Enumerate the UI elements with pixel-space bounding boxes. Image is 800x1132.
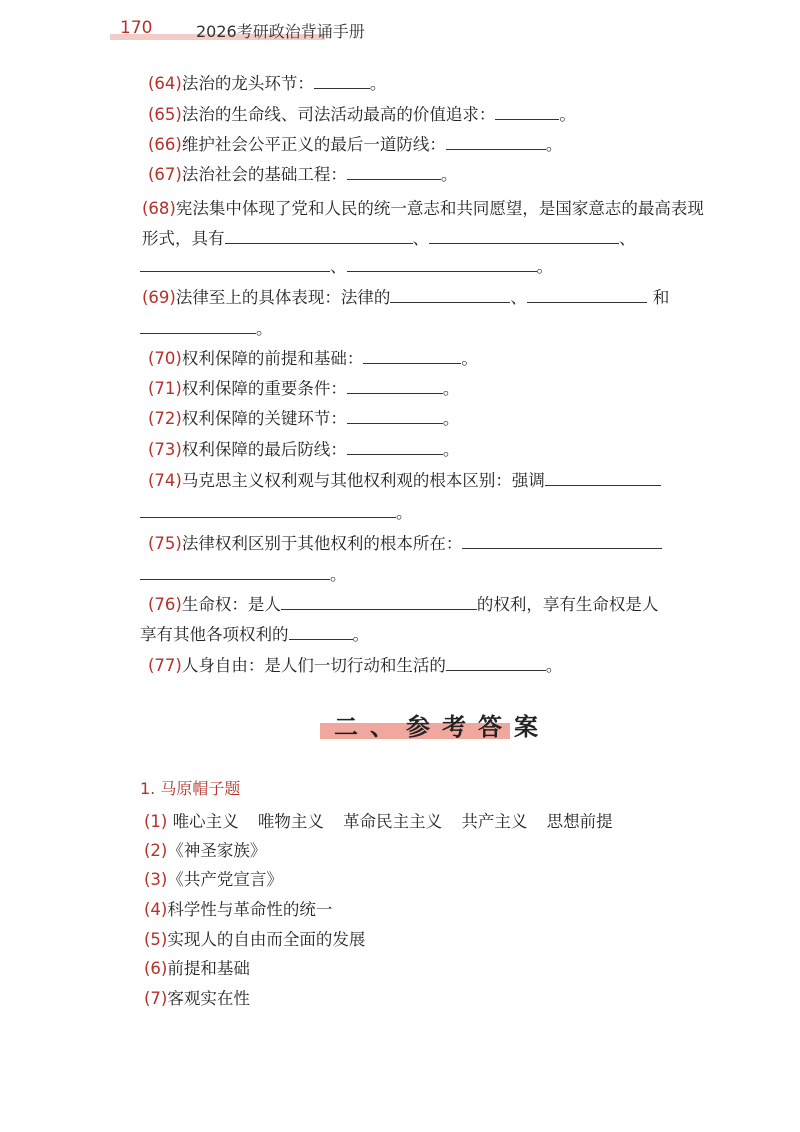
question-text: 生命权：是人 bbox=[181, 595, 281, 614]
answer-text: 实现人的自由而全面的发展 bbox=[167, 930, 366, 949]
question-number: (75) bbox=[148, 534, 182, 553]
question-text: 维护社会公平正义的最后一道防线： bbox=[181, 135, 446, 154]
question-number: (74) bbox=[148, 471, 182, 490]
question-text: 法治的生命线、司法活动最高的价值追求： bbox=[181, 105, 496, 124]
answer-6 bbox=[144, 958, 250, 980]
section-title bbox=[320, 707, 550, 741]
answer-5 bbox=[144, 929, 365, 951]
question-64: (64)法治的龙头环节： 。 bbox=[148, 74, 387, 93]
question-74 bbox=[148, 470, 661, 492]
answer-blank[interactable] bbox=[495, 105, 559, 120]
answer-text: 科学性与革命性的统一 bbox=[167, 900, 333, 919]
answer-number: (2) bbox=[144, 841, 168, 860]
answer-number: (5) bbox=[144, 930, 168, 949]
answer-blank[interactable] bbox=[347, 257, 537, 272]
question-74-continuation: 。 bbox=[140, 502, 413, 524]
question-69: (69)法律至上的具体表现：法律的 、 和 bbox=[142, 288, 670, 307]
answer-number: (6) bbox=[144, 959, 168, 978]
question-text: 权利保障的最后防线： bbox=[181, 440, 347, 459]
question-66: (66)维护社会公平正义的最后一道防线： 。 bbox=[148, 135, 563, 154]
answer-item: 共产主义 bbox=[461, 812, 528, 831]
question-text: 人身自由：是人们一切行动和生活的 bbox=[181, 656, 446, 675]
answer-item: 唯物主义 bbox=[257, 812, 324, 831]
answer-blank[interactable] bbox=[347, 409, 443, 424]
question-number: (73) bbox=[148, 440, 182, 459]
question-72: (72)权利保障的关键环节： 。 bbox=[148, 409, 460, 428]
question-76-continuation: 享有其他各项权利的 。 bbox=[140, 625, 369, 644]
answer-blank[interactable] bbox=[314, 74, 370, 89]
answer-blank[interactable] bbox=[140, 319, 256, 334]
question-text: 法治的龙头环节： bbox=[181, 74, 314, 93]
answer-number: (4) bbox=[144, 900, 168, 919]
question-text: 宪法集中体现了党和人民的统一意志和共同愿望，是国家意志的最高表现形式，具有 bbox=[142, 199, 704, 248]
question-number: (65) bbox=[148, 105, 182, 124]
section-title-text: 二、参考答案 bbox=[334, 713, 550, 741]
answer-item: 思想前提 bbox=[546, 812, 613, 831]
question-number: (67) bbox=[148, 165, 182, 184]
answer-blank[interactable] bbox=[347, 165, 441, 180]
question-text: 权利保障的关键环节： bbox=[181, 409, 347, 428]
answer-number: (7) bbox=[144, 989, 168, 1008]
question-69-continuation: 。 bbox=[140, 318, 273, 340]
question-68: (68)宪法集中体现了党和人民的统一意志和共同愿望，是国家意志的最高表现形式，具有 、 、 bbox=[142, 199, 704, 248]
answer-2 bbox=[144, 840, 266, 862]
question-65: (65)法治的生命线、司法活动最高的价值追求： 。 bbox=[148, 105, 576, 124]
question-text: 法律至上的具体表现：法律的 bbox=[175, 288, 391, 307]
question-text: 权利保障的重要条件： bbox=[181, 379, 347, 398]
answer-blank[interactable] bbox=[347, 440, 443, 455]
answer-blank[interactable] bbox=[281, 595, 477, 610]
question-text: 法律权利区别于其他权利的根本所在： bbox=[181, 534, 463, 553]
answer-blank[interactable] bbox=[462, 534, 662, 549]
question-number: (76) bbox=[148, 595, 182, 614]
answer-item: 唯心主义 bbox=[172, 812, 239, 831]
question-number: (77) bbox=[148, 656, 182, 675]
question-76: (76)生命权：是人 的权利，享有生命权是人 bbox=[148, 595, 659, 614]
answer-blank[interactable] bbox=[527, 288, 647, 303]
answer-blank[interactable] bbox=[289, 625, 353, 640]
answer-blank[interactable] bbox=[446, 656, 546, 671]
question-70: (70)权利保障的前提和基础： 。 bbox=[148, 349, 478, 368]
question-number: (69) bbox=[142, 288, 176, 307]
question-68-continuation: 、 。 bbox=[140, 256, 553, 278]
question-number: (71) bbox=[148, 379, 182, 398]
answer-blank[interactable] bbox=[140, 565, 330, 580]
answer-text: 前提和基础 bbox=[167, 959, 250, 978]
answer-text: 《神圣家族》 bbox=[167, 841, 267, 860]
book-title: 2026考研政治背诵手册 bbox=[196, 22, 365, 41]
answer-blank[interactable] bbox=[429, 229, 619, 244]
question-75-continuation: 。 bbox=[140, 564, 347, 586]
subsection-title: 1. 马原帽子题 bbox=[140, 779, 241, 798]
answer-blank[interactable] bbox=[446, 135, 546, 150]
question-71: (71)权利保障的重要条件： 。 bbox=[148, 379, 460, 398]
answer-text: 客观实在性 bbox=[167, 989, 250, 1008]
question-67: (67)法治社会的基础工程： 。 bbox=[148, 165, 458, 184]
question-73: (73)权利保障的最后防线： 。 bbox=[148, 440, 460, 459]
question-75 bbox=[148, 533, 662, 555]
answer-4 bbox=[144, 899, 332, 921]
question-text: 权利保障的前提和基础： bbox=[181, 349, 364, 368]
question-number: (64) bbox=[148, 74, 182, 93]
answer-number: (1) bbox=[144, 812, 168, 831]
question-number: (66) bbox=[148, 135, 182, 154]
answer-blank[interactable] bbox=[390, 288, 510, 303]
answer-3 bbox=[144, 869, 283, 891]
question-number: (70) bbox=[148, 349, 182, 368]
question-text: 马克思主义权利观与其他权利观的根本区别：强调 bbox=[181, 471, 545, 490]
answer-1 bbox=[144, 811, 613, 833]
question-77: (77)人身自由：是人们一切行动和生活的 。 bbox=[148, 656, 563, 675]
answer-blank[interactable] bbox=[140, 257, 330, 272]
answer-7 bbox=[144, 988, 250, 1010]
page-number: 170 bbox=[120, 18, 153, 38]
answer-blank[interactable] bbox=[363, 349, 461, 364]
answer-blank[interactable] bbox=[140, 503, 396, 518]
answer-blank[interactable] bbox=[225, 229, 413, 244]
answer-text: 《共产党宣言》 bbox=[167, 870, 283, 889]
answer-number: (3) bbox=[144, 870, 168, 889]
question-text: 法治社会的基础工程： bbox=[181, 165, 347, 184]
answer-blank[interactable] bbox=[545, 471, 661, 486]
answer-item: 革命民主主义 bbox=[343, 812, 443, 831]
question-number: (68) bbox=[142, 199, 176, 218]
question-number: (72) bbox=[148, 409, 182, 428]
answer-blank[interactable] bbox=[347, 379, 443, 394]
